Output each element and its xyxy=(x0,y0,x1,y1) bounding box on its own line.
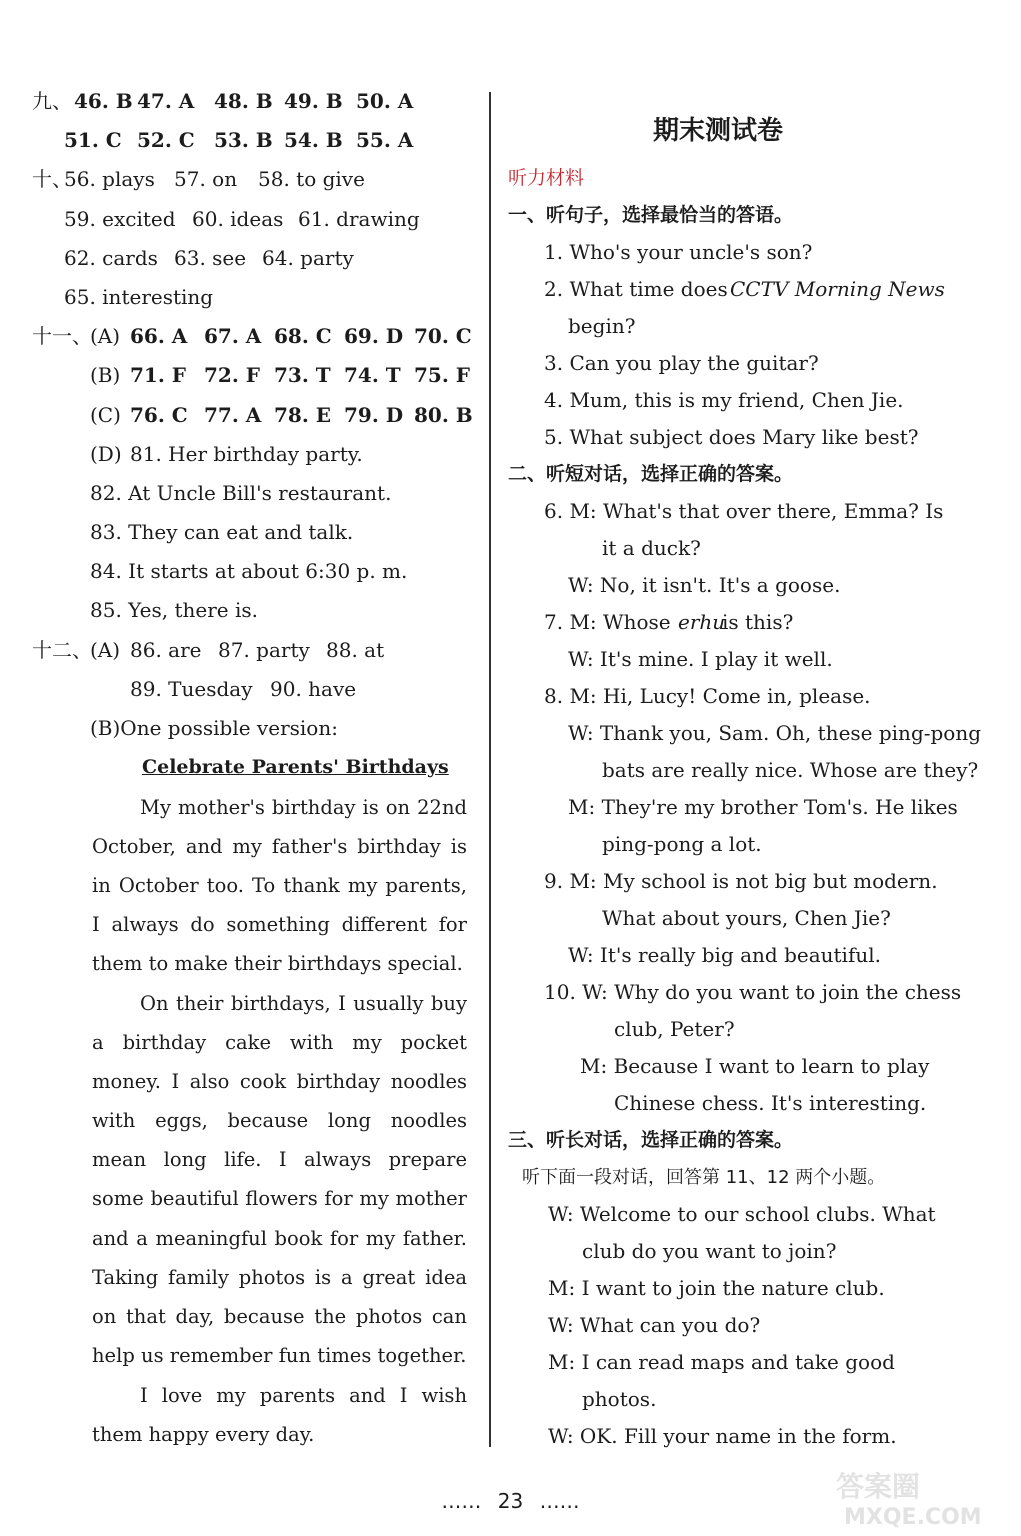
dialogue-line: M: Because I want to learn to play xyxy=(580,1054,930,1078)
dialogue-line: M: They're my brother Tom's. He likes xyxy=(568,795,958,819)
answer: 64. party xyxy=(262,245,354,270)
answer: 60. ideas xyxy=(192,206,284,231)
section-heading xyxy=(508,1122,948,1159)
dialogue-line: ping-pong a lot. xyxy=(602,832,762,856)
answer: 47. A xyxy=(137,89,195,113)
answer: 79. D xyxy=(344,402,404,427)
answer: 56. plays xyxy=(64,167,155,192)
section-marker: 九、 xyxy=(32,89,72,113)
answer: 54. B xyxy=(284,128,343,153)
dialogue-line: W: It's mine. I play it well. xyxy=(568,647,833,671)
answer: 84. It starts at about 6:30 p. m. xyxy=(90,559,408,584)
answer-line xyxy=(32,239,477,278)
answer: 71. F xyxy=(130,363,186,388)
answer: 51. C xyxy=(64,128,122,153)
answer: 80. B xyxy=(414,402,473,427)
question-1: 1. Who's your uncle's son? xyxy=(544,240,813,264)
footer-dots-left: …… xyxy=(441,1489,482,1513)
question-2: 2. What time does xyxy=(544,277,728,301)
answer-line-11b xyxy=(32,356,477,395)
dialogue-line: M: I can read maps and take good xyxy=(548,1350,895,1374)
section-2-heading: 二、听短对话，选择正确的答案。 xyxy=(508,463,794,485)
answer: 69. D xyxy=(344,324,404,349)
answer: 46. B xyxy=(74,89,133,113)
dialogue-line: M: I want to join the nature club. xyxy=(548,1276,885,1300)
dialogue-line: bats are really nice. Whose are they? xyxy=(602,758,979,782)
answer-line-11d xyxy=(32,435,477,474)
question xyxy=(508,419,948,456)
question-3: 3. Can you play the guitar? xyxy=(544,351,819,375)
version-intro: (B)One possible version: xyxy=(90,716,338,740)
answer-line xyxy=(32,552,477,591)
answer: 48. B xyxy=(214,89,273,113)
svg-text:MXQE.COM: MXQE.COM xyxy=(844,1505,982,1530)
essay-paragraph-3: I love my parents and I wish them happy every day. xyxy=(92,1384,467,1447)
answer-line xyxy=(32,200,477,239)
answer-line xyxy=(32,591,477,630)
section-heading xyxy=(508,456,948,493)
answer: 72. F xyxy=(204,363,260,388)
section-1-heading: 一、听句子，选择最恰当的答语。 xyxy=(508,204,794,226)
dialogue-line: W: No, it isn't. It's a goose. xyxy=(568,573,841,597)
svg-text:答案圈: 答案圈 xyxy=(836,1470,921,1503)
question xyxy=(508,382,948,419)
dialogue-line: W: It's really big and beautiful. xyxy=(568,943,881,967)
answer: 59. excited xyxy=(64,206,176,231)
answer: 86. are xyxy=(130,637,202,662)
answer: 75. F xyxy=(414,363,470,388)
answer: 82. At Uncle Bill's restaurant. xyxy=(90,480,392,505)
answer: 70. C xyxy=(414,324,472,349)
answer: 55. A xyxy=(356,128,414,153)
dialogue-line: W: OK. Fill your name in the form. xyxy=(548,1424,897,1448)
question xyxy=(508,345,948,382)
left-column xyxy=(32,82,477,1447)
answer: 58. to give xyxy=(258,167,365,192)
question-10: 10. W: Why do you want to join the chess xyxy=(544,980,962,1004)
dialogue-line: club do you want to join? xyxy=(582,1239,837,1263)
answer-line-11c xyxy=(32,396,477,435)
essay-title-line xyxy=(32,748,477,787)
essay-title: Celebrate Parents' Birthdays xyxy=(142,756,449,779)
question xyxy=(508,271,948,308)
question-6: 6. M: What's that over there, Emma? Is xyxy=(544,499,944,523)
answer: 63. see xyxy=(174,245,247,270)
dialogue-line: What about yours, Chen Jie? xyxy=(602,906,891,930)
answer: 78. E xyxy=(274,402,332,427)
question-6-cont: it a duck? xyxy=(602,536,701,560)
question-5: 5. What subject does Mary like best? xyxy=(544,425,919,449)
page-title: 期末测试卷 xyxy=(653,116,784,146)
part-label: (C) xyxy=(90,402,121,427)
question-9: 9. M: My school is not big but modern. xyxy=(544,869,938,893)
dialogue-line: Chinese chess. It's interesting. xyxy=(614,1091,927,1115)
answer-line-12a xyxy=(32,631,477,670)
question-7-tail: is this? xyxy=(722,610,794,634)
section-marker: 十一、 xyxy=(32,324,92,349)
section-label xyxy=(508,160,948,197)
section-marker: 十二、 xyxy=(32,637,92,662)
answer-line xyxy=(32,709,477,748)
footer-dots-right: …… xyxy=(539,1489,580,1513)
answer: 83. They can eat and talk. xyxy=(90,520,354,545)
question-7: 7. M: Whose xyxy=(544,610,671,634)
answer: 52. C xyxy=(137,128,195,153)
section-marker: 十、 xyxy=(32,167,72,192)
answer: 66. A xyxy=(130,324,188,349)
question-2-cont: begin? xyxy=(568,314,636,338)
answer: 68. C xyxy=(274,324,332,349)
part-label: (D) xyxy=(90,441,122,466)
answer: 85. Yes, there is. xyxy=(90,598,258,623)
answer: 90. have xyxy=(270,676,357,701)
dialogue-line: W: Thank you, Sam. Oh, these ping-pong xyxy=(568,721,982,745)
answer: 67. A xyxy=(204,324,262,349)
answer: 73. T xyxy=(274,363,331,388)
answer: 57. on xyxy=(174,167,238,192)
question-4: 4. Mum, this is my friend, Chen Jie. xyxy=(544,388,904,412)
answer-line xyxy=(32,513,477,552)
answer-line xyxy=(32,670,477,709)
part-label: (B) xyxy=(90,363,121,388)
question xyxy=(508,308,948,345)
answer-line-11a xyxy=(32,317,477,356)
part-label: (A) xyxy=(90,637,121,662)
answer-line-10 xyxy=(32,160,477,199)
answer: 74. T xyxy=(344,363,401,388)
answer: 49. B xyxy=(284,89,343,113)
answer-line-9 xyxy=(32,82,477,121)
answer: 88. at xyxy=(326,637,385,662)
page-number: 23 xyxy=(497,1489,524,1513)
section-heading xyxy=(508,197,948,234)
answer: 62. cards xyxy=(64,245,158,270)
answer: 61. drawing xyxy=(298,206,420,231)
listening-material-label: 听力材料 xyxy=(508,167,585,189)
question-8: 8. M: Hi, Lucy! Come in, please. xyxy=(544,684,871,708)
dialogue-line: club, Peter? xyxy=(614,1017,735,1041)
section-3-heading: 三、听长对话，选择正确的答案。 xyxy=(508,1129,794,1151)
section-3-intro: 听下面一段对话，回答第 11、12 两个小题。 xyxy=(522,1167,886,1188)
dialogue-line: W: What can you do? xyxy=(548,1313,761,1337)
essay-paragraph-1: My mother's birthday is on 22nd October, and my father's birthday is in October too. To thank my parents, I always do something different for them to make their birthdays special. xyxy=(92,796,467,976)
question-7-italic: erhu xyxy=(678,610,726,634)
answer-line xyxy=(32,278,477,317)
question-2-italic: CCTV Morning News xyxy=(730,277,945,301)
dialogue-line: photos. xyxy=(582,1387,657,1411)
essay-paragraph-2: On their birthdays, I usually buy a birthday cake with my pocket money. I also cook birthday noodles with eggs, because long noodles mean long life. I always prepare some beautiful flowers for my mother and a meaningful book for my father. Taking family photos is a great idea on that day, because the photos can help us remember fun times together. xyxy=(92,992,467,1367)
answer-line-9b xyxy=(32,121,477,160)
answer: 65. interesting xyxy=(64,284,214,309)
question xyxy=(508,234,948,271)
answer: 50. A xyxy=(356,89,414,113)
dialogue-line: W: Welcome to our school clubs. What xyxy=(548,1202,936,1226)
watermark-logo xyxy=(816,1466,1011,1530)
answer: 87. party xyxy=(218,637,310,662)
answer: 76. C xyxy=(130,402,188,427)
column-divider xyxy=(489,92,491,1447)
answer: 89. Tuesday xyxy=(130,676,253,701)
answer-line xyxy=(32,474,477,513)
answer: 77. A xyxy=(204,402,262,427)
part-label: (A) xyxy=(90,324,121,349)
answer: 81. Her birthday party. xyxy=(130,441,363,466)
answer: 53. B xyxy=(214,128,273,153)
